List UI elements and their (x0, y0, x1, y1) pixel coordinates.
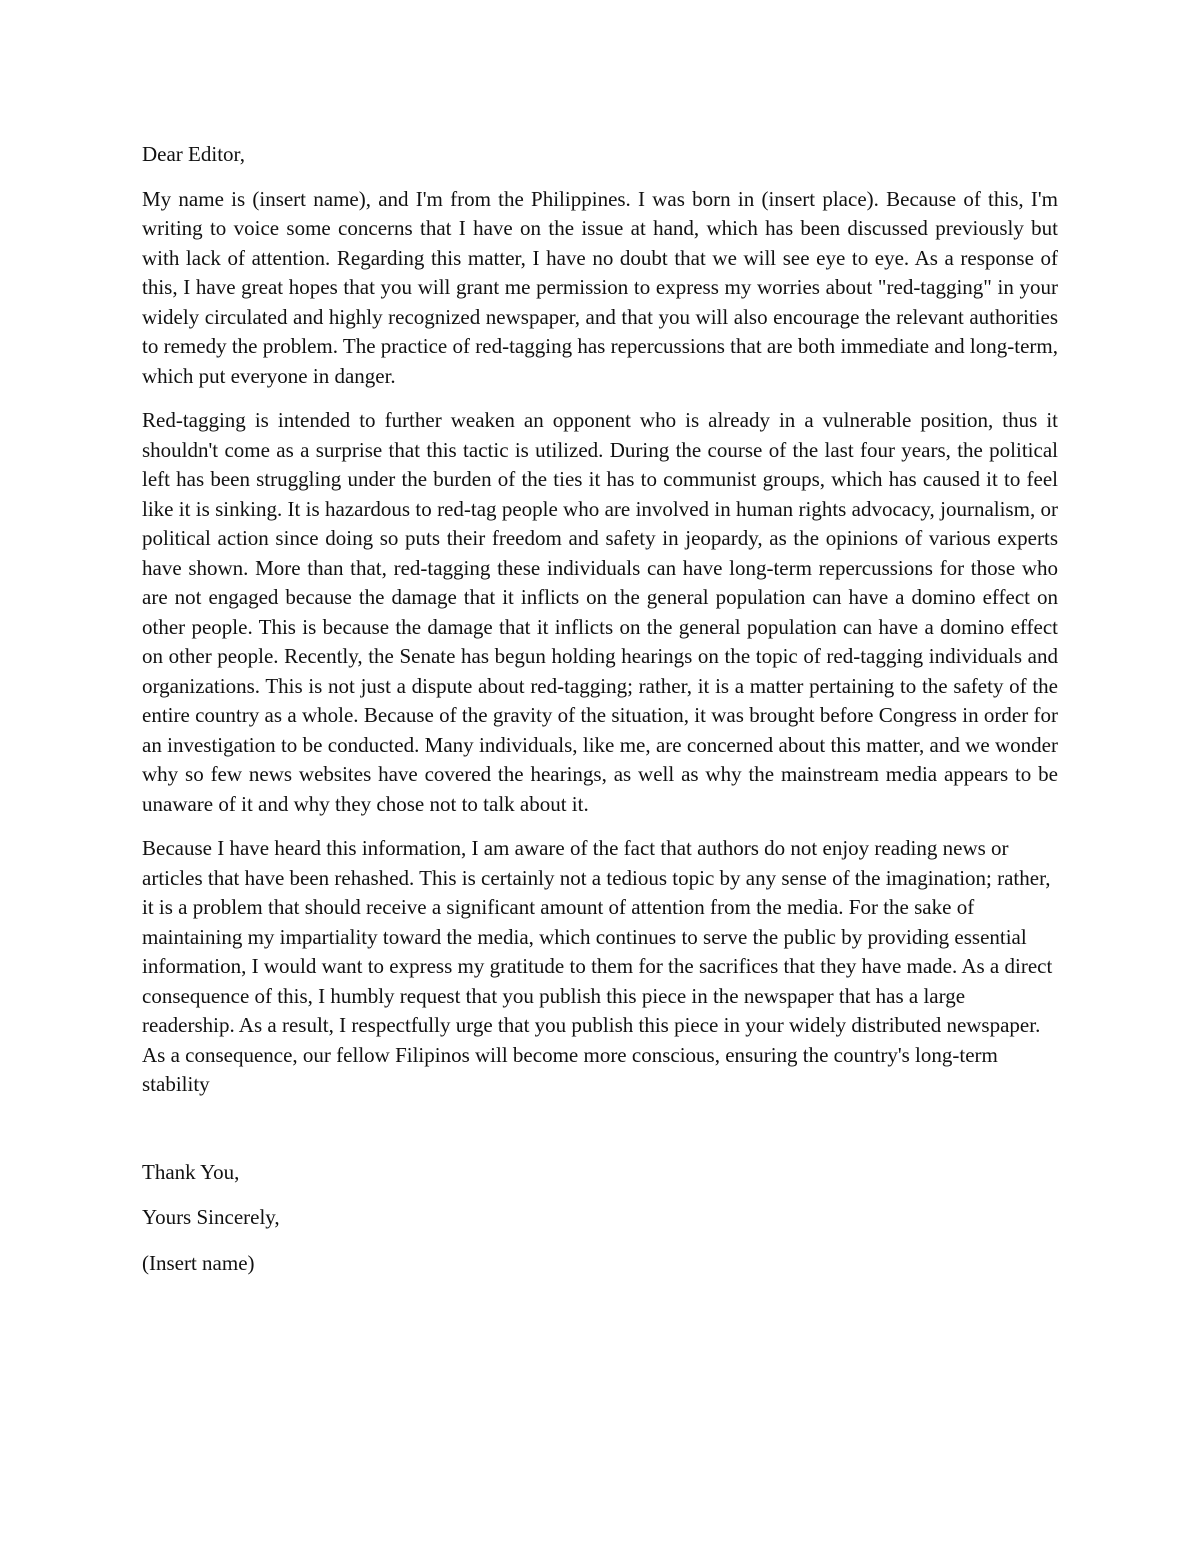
salutation: Dear Editor, (142, 142, 245, 166)
letter-page (142, 140, 1058, 1294)
closing-block (142, 1158, 1058, 1279)
signature-line: (Insert name) (142, 1250, 255, 1275)
sign-off-line: Yours Sincerely, (142, 1205, 280, 1229)
paragraph-intro: My name is (insert name), and I'm from the Philippines. I was born in (insert place). Because of this, I'm writing to voice some concerns that I have on the issue at hand, which has been discussed previously but with lack of attention. Regarding this matter, I have no doubt that we will see eye to eye. As a response of this, I have great hopes that you will grant me permission to express my worries about "red-tagging" in your widely circulated and highly recognized newspaper, and that you will also encourage the relevant authorities to remedy the problem. The practice of red-tagging has repercussions that are both immediate and long-term, which put everyone in danger. (142, 186, 1058, 388)
paragraph-body: Red-tagging is intended to further weaken an opponent who is already in a vulnerable position, thus it shouldn't come as a surprise that this tactic is utilized. During the course of the last four years, the political left has been struggling under the burden of the ties it has to communist groups, which has caused it to feel like it is sinking. It is hazardous to red-tag people who are involved in human rights advocacy, journalism, or political action since doing so puts their freedom and safety in jeopardy, as the opinions of various experts have shown. More than that, red-tagging these individuals can have long-term repercussions for those who are not engaged because the damage that it inflicts on the general population can have a domino effect on other people. This is because the damage that it inflicts on the general population can have a domino effect on other people. Recently, the Senate has begun holding hearings on the topic of red-tagging individuals and organizations. This is not just a dispute about red-tagging; rather, it is a matter pertaining to the safety of the entire country as a whole. Because of the gravity of the situation, it was brought before Congress in order for an investigation to be conducted. Many individuals, like me, are concerned about this matter, and we wonder why so few news websites have covered the hearings, as well as why the mainstream media appears to be unaware of it and why they chose not to talk about it. (142, 408, 1058, 816)
paragraph-request: Because I have heard this information, I am aware of the fact that authors do not enjoy reading news or articles that have been rehashed. This is certainly not a tedious topic by any sense of the imagination; rather, it is a problem that should receive a significant amount of attention from the media. For the sake of maintaining my impartiality toward the media, which continues to serve the public by providing essential information, I would want to express my gratitude to them for the sacrifices that they have made. As a direct consequence of this, I humbly request that you publish this piece in the newspaper that has a large readership. As a result, I respectfully urge that you publish this piece in your widely distributed newspaper. As a consequence, our fellow Filipinos will become more conscious, ensuring the country's long-term stability (142, 836, 1053, 1096)
thanks-line: Thank You, (142, 1159, 240, 1184)
